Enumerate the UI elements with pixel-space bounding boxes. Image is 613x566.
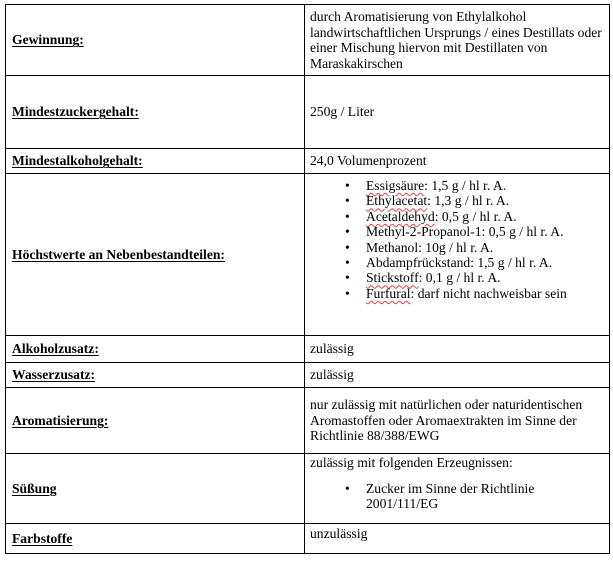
list-item <box>366 193 609 208</box>
row-label: Alkoholzusatz: <box>6 336 305 363</box>
bullet-list <box>310 481 609 512</box>
row-value: zulässig <box>305 336 610 363</box>
row-value: durch Aromatisierung von Ethylalkohol landwirtschaftlichen Ursprungs / eines Destillats oder einer Mischung hiervon mit Destillaten von Maraskakirschen <box>305 5 610 76</box>
table-row <box>6 524 610 554</box>
table-row <box>6 149 610 174</box>
spellcheck-word: Essigsäure <box>366 178 425 193</box>
list-item-text: : 0,5 g / hl r. A. <box>434 208 517 224</box>
list-item <box>366 481 609 512</box>
list-item-text: : 1,3 g / hl r. A. <box>427 193 510 209</box>
table-row <box>6 5 610 76</box>
row-label: Höchstwerte an Nebenbestandteilen: <box>6 174 305 336</box>
table-row <box>6 76 610 149</box>
row-value: 250g / Liter <box>305 76 610 149</box>
row-label: Wasserzusatz: <box>6 363 305 388</box>
list-item-text: : darf nicht nachweisbar sein <box>410 285 567 301</box>
row-value <box>305 174 610 336</box>
spellcheck-word: Acetaldehyd <box>366 208 435 224</box>
list-item <box>366 286 609 301</box>
row-value <box>305 454 610 524</box>
bullet-list <box>310 178 609 301</box>
list-item <box>366 178 609 193</box>
list-item-text: Methanol: 10g / hl r. A. <box>366 239 494 255</box>
list-item <box>366 270 609 285</box>
row-label: Aromatisierung: <box>6 388 305 454</box>
table-row <box>6 174 610 336</box>
table-row <box>6 388 610 454</box>
row-label: Süßung <box>6 454 305 524</box>
spellcheck-word: Stickstoff <box>366 270 419 286</box>
row-label: Farbstoffe <box>6 524 305 554</box>
list-item <box>366 209 609 224</box>
spacer <box>310 471 609 481</box>
row-value: zulässig <box>305 363 610 388</box>
list-item-text: Methyl-2-Propanol-1: 0,5 g / hl r. A. <box>366 224 564 240</box>
row-value-intro: zulässig mit folgenden Erzeugnissen: <box>310 455 513 470</box>
row-label: Mindestalkoholgehalt: <box>6 149 305 174</box>
row-label: Gewinnung: <box>6 5 305 76</box>
list-item <box>366 240 609 255</box>
row-label: Mindestzuckergehalt: <box>6 76 305 149</box>
table-row <box>6 454 610 524</box>
list-item <box>366 255 609 270</box>
table-row <box>6 363 610 388</box>
row-value: nur zulässig mit natürlichen oder naturidentischen Aromastoffen oder Aromaextrakten im Sinne der Richtlinie 88/388/EWG <box>305 388 610 454</box>
spellcheck-word: Ethylacetat <box>366 193 428 209</box>
row-value: unzulässig <box>305 524 610 554</box>
list-item-text: : 1,5 g / hl r. A. <box>424 178 507 193</box>
list-item-text: Zucker im Sinne der Richtlinie 2001/111/EG <box>366 480 535 511</box>
spirit-specification-table <box>5 4 610 554</box>
row-value: 24,0 Volumenprozent <box>305 149 610 174</box>
list-item-text: Abdampfrückstand: 1,5 g / hl r. A. <box>366 255 553 271</box>
table-row <box>6 336 610 363</box>
list-item <box>366 224 609 239</box>
spellcheck-word: Furfural <box>366 285 411 301</box>
list-item-text: : 0,1 g / hl r. A. <box>418 270 501 286</box>
